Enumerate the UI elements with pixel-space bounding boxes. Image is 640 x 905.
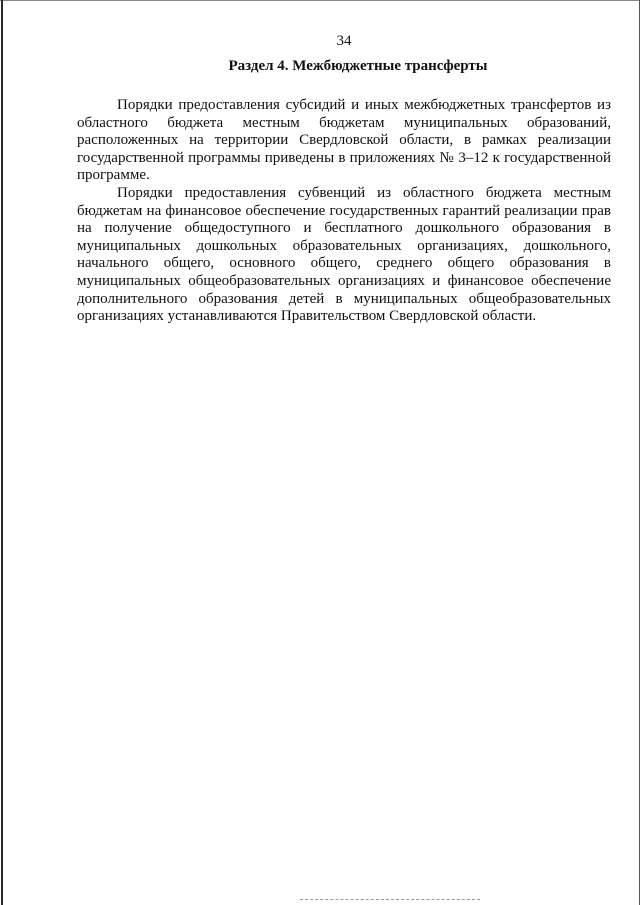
scan-border-top (0, 0, 640, 1)
page-number: 34 (336, 33, 352, 49)
section-title: Раздел 4. Межбюджетные трансферты (228, 58, 488, 74)
document-page (77, 33, 611, 326)
paragraph-subsidies: Порядки предоставления субсидий и иных межбюджетных трансфертов из областного бюджета местным бюджетам муниципальных образований, расположенных на территории Свердловской области, в рамках реализации государственной программы приведены в приложениях № 3–12 к государственной программе. (77, 97, 611, 184)
scan-border-left (1, 0, 3, 905)
scan-artifact-bottom (300, 899, 480, 902)
paragraph-subventions: Порядки предоставления субвенций из областного бюджета местным бюджетам на финансовое обеспечение государственных гарантий реализации прав на получение общедоступного и бесплатного дошкольного образования в муниципальных дошкольных образовательных организациях, дошкольного, начального общего, основного общего, среднего общего образования в муниципальных общеобразовательных организациях и финансовое обеспечение дополнительного образования детей в муниципальных общеобразовательных организациях устанавливаются Правительством Свердловской области. (77, 184, 611, 325)
